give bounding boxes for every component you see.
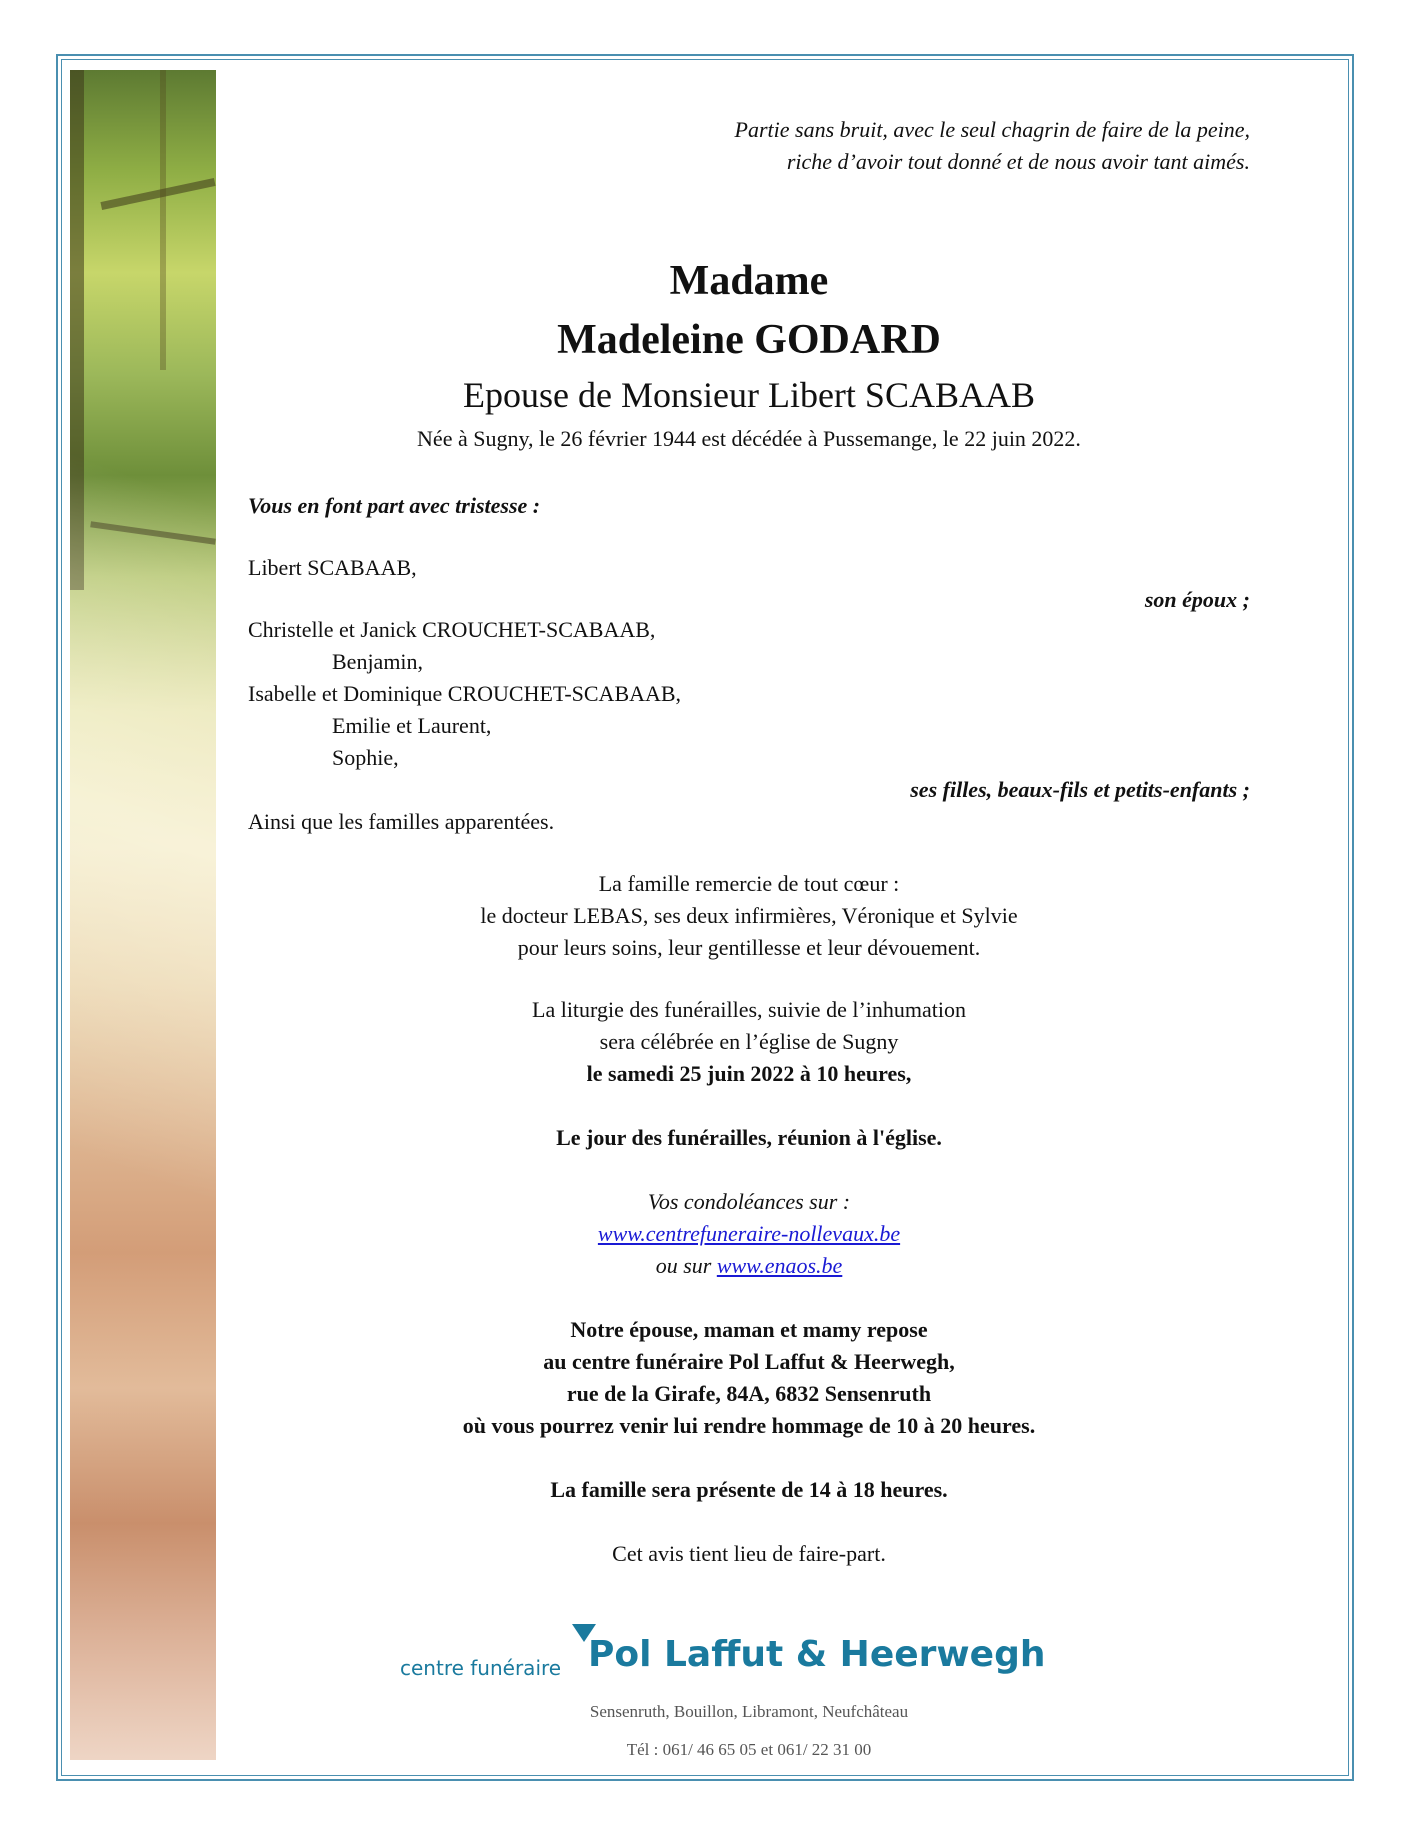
rest-line-3: rue de la Girafe, 84A, 6832 Sensenruth xyxy=(566,1381,932,1406)
footer-phone: Tél : 061/ 46 65 05 et 061/ 22 31 00 xyxy=(626,1740,872,1759)
rest-block xyxy=(248,1314,1250,1442)
funeral-home-logo xyxy=(400,1632,1046,1692)
family-member: Christelle et Janick CROUCHET-SCABAAB, xyxy=(248,617,656,642)
condolences-link-secondary[interactable]: www.enaos.be xyxy=(716,1253,843,1278)
family-others: Ainsi que les familles apparentées. xyxy=(248,809,555,834)
quote-line-2: riche d’avoir tout donné et de nous avoir tant aimés. xyxy=(786,149,1250,174)
condolences-block xyxy=(248,1186,1250,1282)
meeting-note: Le jour des funérailles, réunion à l'église. xyxy=(556,1125,942,1150)
liturgy-block xyxy=(248,994,1250,1090)
spouse-line: Epouse de Monsieur Libert SCABAAB xyxy=(463,375,1035,415)
liturgy-date: le samedi 25 juin 2022 à 10 heures, xyxy=(586,1061,912,1086)
condolences-or: ou sur xyxy=(655,1253,717,1278)
family-intro: Vous en font part avec tristesse : xyxy=(248,493,541,518)
deceased-title: Madame xyxy=(669,258,829,304)
logo-small-text: centre funéraire xyxy=(400,1656,562,1680)
footer-locations: Sensenruth, Bouillon, Libramont, Neufchâteau xyxy=(589,1702,909,1721)
condolences-intro: Vos condoléances sur : xyxy=(647,1189,851,1214)
deceased-name: Madeleine GODARD xyxy=(557,317,941,363)
thanks-block xyxy=(248,868,1250,964)
liturgy-line-1: La liturgie des funérailles, suivie de l’inhumation xyxy=(532,997,966,1022)
family-member: Isabelle et Dominique CROUCHET-SCABAAB, xyxy=(248,681,682,706)
family-spouse: Libert SCABAAB, xyxy=(248,555,417,580)
family-spouse-role: son époux ; xyxy=(1144,587,1250,612)
thanks-line-2: le docteur LEBAS, ses deux infirmières, Véronique et Sylvie xyxy=(480,903,1018,928)
forest-path-image xyxy=(70,70,216,1760)
rest-line-1: Notre épouse, maman et mamy repose xyxy=(570,1317,928,1342)
birth-death-line: Née à Sugny, le 26 février 1944 est décédée à Pussemange, le 22 juin 2022. xyxy=(417,426,1081,451)
notice-text: Cet avis tient lieu de faire-part. xyxy=(612,1541,886,1566)
presence-note: La famille sera présente de 14 à 18 heures. xyxy=(550,1477,948,1502)
epitaph-quote xyxy=(248,114,1250,178)
thanks-line-1: La famille remercie de tout cœur : xyxy=(598,871,900,896)
thanks-line-3: pour leurs soins, leur gentillesse et leur dévouement. xyxy=(517,935,981,960)
family-members-role: ses filles, beaux-fils et petits-enfants ; xyxy=(910,777,1250,802)
liturgy-line-2: sera célébrée en l’église de Sugny xyxy=(599,1029,899,1054)
logo-brand-name: Pol Laffut & Heerwegh xyxy=(588,1634,1046,1675)
quote-line-1: Partie sans bruit, avec le seul chagrin de faire de la peine, xyxy=(734,117,1250,142)
family-member: Emilie et Laurent, xyxy=(332,713,492,738)
condolences-link-primary[interactable]: www.centrefuneraire-nollevaux.be xyxy=(597,1221,901,1246)
family-member: Benjamin, xyxy=(332,649,424,674)
family-member: Sophie, xyxy=(332,745,399,770)
rest-line-2: au centre funéraire Pol Laffut & Heerwegh, xyxy=(543,1349,955,1374)
rest-line-4: où vous pourrez venir lui rendre hommage de 10 à 20 heures. xyxy=(462,1413,1036,1438)
